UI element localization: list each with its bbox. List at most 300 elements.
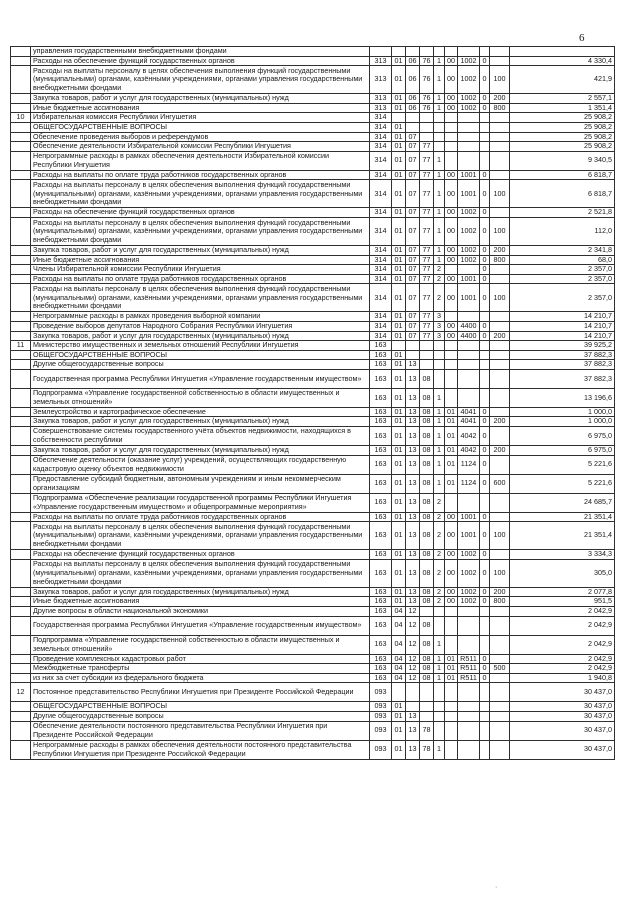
expense-name-cell: Расходы на выплаты персоналу в целях обеспечения выполнения функций государственными (муниципальными) органами, казёнными учреждениями, органами управления государственными внебюджетными фондами [31,180,370,208]
amount-cell: 25 908,2 [510,113,615,123]
code-cell: 1 [434,255,445,265]
row-number-cell [11,369,31,388]
row-number-cell [11,208,31,218]
code-cell: 08 [420,427,434,446]
code-cell: 3 [434,331,445,341]
code-cell: 0 [480,56,490,66]
code-cell: 0 [480,455,490,474]
expense-name-cell: Непрограммные расходы в рамках проведения выборной компании [31,312,370,322]
expense-name-cell: Подпрограмма «Управление государственной собственностью в области имущественных и земельных отношений» [31,388,370,407]
code-cell [480,350,490,360]
code-cell [445,142,458,152]
code-cell: 01 [392,388,406,407]
code-cell: 2 [434,587,445,597]
code-cell: R511 [458,673,480,683]
code-cell: 1002 [458,245,480,255]
amount-cell: 2 042,9 [510,635,615,654]
code-cell: 0 [480,654,490,664]
code-cell [490,142,510,152]
code-cell: 600 [490,474,510,493]
table-row [11,56,615,66]
code-cell: 2 [434,284,445,312]
code-cell: 1002 [458,559,480,587]
code-cell: 163 [370,407,392,417]
code-cell: 1002 [458,208,480,218]
code-cell [490,341,510,351]
row-number-cell [11,427,31,446]
code-cell: 1 [434,740,445,759]
row-number-cell [11,712,31,722]
table-row [11,407,615,417]
code-cell [458,702,480,712]
code-cell: 093 [370,721,392,740]
row-number-cell [11,312,31,322]
code-cell: 08 [420,417,434,427]
code-cell [406,702,420,712]
code-cell: 12 [406,664,420,674]
code-cell: 314 [370,255,392,265]
code-cell: 163 [370,350,392,360]
code-cell: 1001 [458,284,480,312]
code-cell [434,341,445,351]
code-cell [420,607,434,617]
code-cell: 1002 [458,550,480,560]
expense-name-cell: Закупка товаров, работ и услуг для государственных (муниципальных) нужд [31,245,370,255]
code-cell: 01 [392,122,406,132]
code-cell: 0 [480,265,490,275]
budget-table [10,46,615,760]
code-cell: 0 [480,284,490,312]
code-cell: 01 [445,654,458,664]
code-cell: 1124 [458,455,480,474]
code-cell: 01 [392,446,406,456]
row-number-cell [11,417,31,427]
code-cell [420,350,434,360]
expense-name-cell: Другие общегосударственные вопросы [31,712,370,722]
code-cell: 163 [370,550,392,560]
code-cell: 314 [370,142,392,152]
code-cell: 01 [392,255,406,265]
code-cell: 77 [420,274,434,284]
code-cell: 08 [420,446,434,456]
code-cell [490,208,510,218]
amount-cell: 112,0 [510,217,615,245]
code-cell [490,721,510,740]
code-cell: 1 [434,208,445,218]
code-cell [445,350,458,360]
code-cell: 07 [406,274,420,284]
code-cell: 093 [370,712,392,722]
code-cell: 3 [434,321,445,331]
code-cell [490,427,510,446]
code-cell: 0 [480,474,490,493]
code-cell: 13 [406,550,420,560]
code-cell [458,493,480,512]
code-cell [490,512,510,522]
code-cell: 13 [406,587,420,597]
code-cell: 01 [392,740,406,759]
code-cell: 12 [406,673,420,683]
code-cell [480,360,490,370]
code-cell: 0 [480,446,490,456]
expense-name-cell: Закупка товаров, работ и услуг для государственных (муниципальных) нужд [31,94,370,104]
code-cell [458,369,480,388]
row-number-cell [11,455,31,474]
table-row [11,417,615,427]
code-cell: 01 [392,417,406,427]
code-cell: 76 [420,56,434,66]
amount-cell: 3 334,3 [510,550,615,560]
row-number-cell [11,56,31,66]
expense-name-cell: Обеспечение деятельности Избирательной комиссии Республики Ингушетия [31,142,370,152]
code-cell [434,702,445,712]
code-cell: 163 [370,446,392,456]
footer-mark: · [495,884,498,891]
code-cell: 01 [392,170,406,180]
code-cell: 0 [480,559,490,587]
code-cell: 01 [392,132,406,142]
amount-cell: 1 000,0 [510,417,615,427]
expense-name-cell: Другие общегосударственные вопросы [31,360,370,370]
code-cell: 163 [370,559,392,587]
code-cell [406,47,420,57]
code-cell: 2 [434,265,445,275]
table-row [11,360,615,370]
code-cell: R511 [458,654,480,664]
code-cell: 01 [392,274,406,284]
code-cell: 01 [392,350,406,360]
code-cell [490,151,510,170]
row-number-cell [11,388,31,407]
code-cell: 13 [406,427,420,446]
table-row [11,522,615,550]
expense-name-cell: Подпрограмма «Обеспечение реализации государственной программы Республики Ингушетия «Управление государственным имуществом» и общепрограммные мероприятия» [31,493,370,512]
amount-cell: 6 975,0 [510,427,615,446]
code-cell [480,312,490,322]
expense-name-cell: Совершенствование системы государственного учёта объектов недвижимости, находящихся в собственности республики [31,427,370,446]
row-number-cell [11,607,31,617]
code-cell: 314 [370,217,392,245]
code-cell: 07 [406,245,420,255]
amount-cell: 6 818,7 [510,170,615,180]
code-cell [490,321,510,331]
amount-cell: 30 437,0 [510,721,615,740]
code-cell: 163 [370,522,392,550]
code-cell: 314 [370,122,392,132]
code-cell [420,341,434,351]
code-cell: 06 [406,66,420,94]
code-cell [434,47,445,57]
table-row [11,331,615,341]
code-cell [445,740,458,759]
code-cell: 76 [420,103,434,113]
code-cell: 1 [434,427,445,446]
code-cell [480,740,490,759]
row-number-cell [11,597,31,607]
code-cell [445,360,458,370]
code-cell [480,122,490,132]
expense-name-cell: Расходы на выплаты по оплате труда работников государственных органов [31,512,370,522]
amount-cell: 30 437,0 [510,702,615,712]
code-cell: 01 [392,587,406,597]
code-cell: 01 [392,493,406,512]
code-cell: 1 [434,407,445,417]
code-cell: 0 [480,66,490,94]
code-cell [392,47,406,57]
code-cell: 163 [370,455,392,474]
code-cell [406,113,420,123]
code-cell: 093 [370,683,392,702]
table-row [11,94,615,104]
code-cell: 1002 [458,103,480,113]
code-cell [490,265,510,275]
code-cell: 00 [445,66,458,94]
code-cell: 0 [480,170,490,180]
code-cell: 12 [406,607,420,617]
code-cell: 01 [392,721,406,740]
amount-cell: 2 042,9 [510,607,615,617]
code-cell [445,47,458,57]
code-cell [490,56,510,66]
amount-cell: 9 340,5 [510,151,615,170]
expense-name-cell: Расходы на выплаты персоналу в целях обеспечения выполнения функций государственными (муниципальными) органами, казёнными учреждениями, органами управления государственными внебюджетными фондами [31,284,370,312]
code-cell: 100 [490,522,510,550]
code-cell: 800 [490,255,510,265]
code-cell [445,616,458,635]
table-row [11,180,615,208]
code-cell: 07 [406,180,420,208]
row-number-cell [11,493,31,512]
code-cell: 4042 [458,427,480,446]
code-cell [458,132,480,142]
code-cell: 1 [434,635,445,654]
amount-cell: 30 437,0 [510,740,615,759]
code-cell: 0 [480,94,490,104]
code-cell: 13 [406,360,420,370]
code-cell: 07 [406,312,420,322]
code-cell: 08 [420,559,434,587]
row-number-cell [11,664,31,674]
table-row [11,550,615,560]
code-cell [434,683,445,702]
code-cell: 314 [370,284,392,312]
code-cell: 77 [420,142,434,152]
code-cell [445,341,458,351]
code-cell [480,113,490,123]
expense-name-cell: Иные бюджетные ассигнования [31,103,370,113]
code-cell: 06 [406,103,420,113]
row-number-cell [11,94,31,104]
code-cell: 314 [370,321,392,331]
code-cell: 0 [480,208,490,218]
row-number-cell [11,122,31,132]
code-cell: 314 [370,274,392,284]
code-cell [480,702,490,712]
code-cell: 0 [480,587,490,597]
row-number-cell [11,132,31,142]
amount-cell: 2 557,1 [510,94,615,104]
code-cell [490,616,510,635]
code-cell [458,142,480,152]
row-number-cell: 11 [11,341,31,351]
code-cell: 12 [406,654,420,664]
expense-name-cell: Закупка товаров, работ и услуг для государственных (муниципальных) нужд [31,331,370,341]
code-cell: 01 [392,360,406,370]
expense-name-cell: Расходы на выплаты по оплате труда работников государственных органов [31,274,370,284]
code-cell: 08 [420,474,434,493]
code-cell [434,607,445,617]
amount-cell: 2 042,9 [510,616,615,635]
table-row [11,66,615,94]
expense-name-cell: Государственная программа Республики Ингушетия «Управление государственным имуществом» [31,616,370,635]
expense-name-cell: Межбюджетные трансферты [31,664,370,674]
code-cell: 01 [392,712,406,722]
table-row [11,654,615,664]
table-row [11,607,615,617]
table-row [11,217,615,245]
code-cell: 00 [445,255,458,265]
table-row [11,446,615,456]
code-cell [490,702,510,712]
table-row [11,113,615,123]
code-cell [406,350,420,360]
code-cell: 1002 [458,597,480,607]
code-cell: 01 [392,597,406,607]
code-cell: 13 [406,417,420,427]
code-cell: 01 [392,245,406,255]
code-cell [490,350,510,360]
code-cell: 200 [490,94,510,104]
code-cell: 01 [445,427,458,446]
code-cell: 314 [370,208,392,218]
code-cell: 0 [480,245,490,255]
code-cell [480,721,490,740]
expense-name-cell: Другие вопросы в области национальной экономики [31,607,370,617]
code-cell: 314 [370,245,392,255]
amount-cell: 2 042,9 [510,664,615,674]
expense-name-cell: Закупка товаров, работ и услуг для государственных (муниципальных) нужд [31,417,370,427]
row-number-cell [11,331,31,341]
amount-cell: 14 210,7 [510,312,615,322]
code-cell [480,47,490,57]
code-cell: 13 [406,455,420,474]
code-cell: 0 [480,274,490,284]
table-row [11,702,615,712]
code-cell: 13 [406,407,420,417]
code-cell: 163 [370,664,392,674]
code-cell [445,122,458,132]
code-cell: 314 [370,151,392,170]
code-cell: 77 [420,245,434,255]
code-cell: 163 [370,493,392,512]
code-cell: 313 [370,56,392,66]
row-number-cell [11,245,31,255]
code-cell: 01 [392,180,406,208]
code-cell: 12 [406,616,420,635]
row-number-cell: 12 [11,683,31,702]
code-cell: 13 [406,388,420,407]
amount-cell: 14 210,7 [510,331,615,341]
code-cell: 01 [392,284,406,312]
code-cell: 0 [480,103,490,113]
code-cell: 01 [392,331,406,341]
row-number-cell [11,616,31,635]
code-cell: 1 [434,170,445,180]
code-cell: 00 [445,587,458,597]
code-cell [434,122,445,132]
table-row [11,388,615,407]
expense-name-cell: Министерство имущественных и земельных отношений Республики Ингушетия [31,341,370,351]
expense-name-cell: Расходы на обеспечение функций государственных органов [31,56,370,66]
code-cell: 01 [445,407,458,417]
code-cell: 800 [490,103,510,113]
code-cell: 00 [445,94,458,104]
code-cell: 163 [370,607,392,617]
table-row [11,721,615,740]
code-cell: 1 [434,664,445,674]
code-cell: 13 [406,559,420,587]
code-cell: 313 [370,94,392,104]
code-cell: 163 [370,587,392,597]
expense-name-cell: Избирательная комиссия Республики Ингушетия [31,113,370,123]
code-cell: 163 [370,673,392,683]
code-cell: 08 [420,635,434,654]
code-cell: 01 [392,474,406,493]
code-cell [458,388,480,407]
amount-cell: 25 908,2 [510,132,615,142]
row-number-cell [11,550,31,560]
code-cell [490,369,510,388]
code-cell: 1 [434,217,445,245]
amount-cell: 30 437,0 [510,712,615,722]
code-cell: 1 [434,245,445,255]
code-cell: 07 [406,255,420,265]
code-cell [480,616,490,635]
amount-cell: 6 975,0 [510,446,615,456]
table-row [11,587,615,597]
code-cell [490,712,510,722]
code-cell: 313 [370,103,392,113]
code-cell: 093 [370,702,392,712]
amount-cell: 1 351,4 [510,103,615,113]
expense-name-cell: ОБЩЕГОСУДАРСТВЕННЫЕ ВОПРОСЫ [31,122,370,132]
amount-cell: 305,0 [510,559,615,587]
code-cell: 12 [406,635,420,654]
expense-name-cell: Члены Избирательной комиссии Республики Ингушетия [31,265,370,275]
code-cell [392,683,406,702]
code-cell: 100 [490,180,510,208]
code-cell [458,122,480,132]
code-cell [420,712,434,722]
expense-name-cell: Обеспечение проведения выборов и референдумов [31,132,370,142]
code-cell: 07 [406,331,420,341]
code-cell: 0 [480,664,490,674]
code-cell: 0 [480,321,490,331]
code-cell: 1 [434,94,445,104]
table-row [11,427,615,446]
code-cell: 01 [392,321,406,331]
code-cell: 06 [406,94,420,104]
code-cell: 13 [406,721,420,740]
code-cell: 08 [420,369,434,388]
code-cell: 1 [434,388,445,407]
code-cell: 200 [490,417,510,427]
code-cell: 0 [480,331,490,341]
amount-cell: 30 437,0 [510,683,615,702]
code-cell: 00 [445,217,458,245]
code-cell: 163 [370,388,392,407]
code-cell [490,407,510,417]
